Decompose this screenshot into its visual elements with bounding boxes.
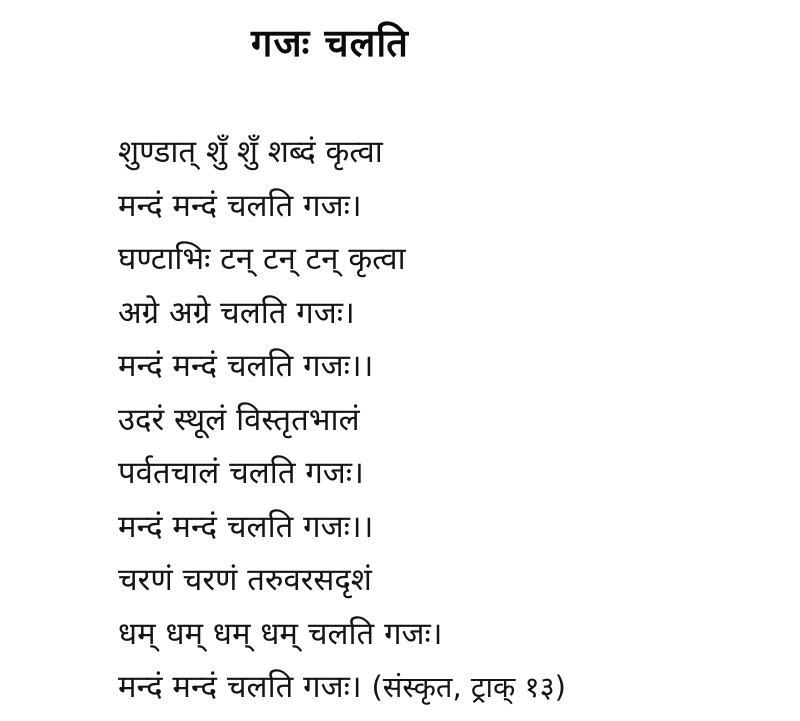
source-note: (संस्कृत, ट्राक् १३) (371, 670, 566, 704)
poem-line: पर्वतचालं चलति गजः। (118, 455, 364, 491)
poem-line: धम् धम् धम् धम् चलति गजः। (118, 615, 443, 652)
poem-lines (118, 126, 778, 715)
poem-line: अग्रे अग्रे चलति गजः। (118, 294, 355, 331)
poem-line: घण्टाभिः टन् टन् टन् कृत्वा (118, 241, 406, 277)
poem-line: मन्दं मन्दं चलति गजः।। (118, 508, 374, 545)
poem-title: गजः चलति (251, 21, 409, 65)
poem-line: चरणं चरणं तरुवरसदृशं (118, 562, 372, 598)
poem-line: मन्दं मन्दं चलति गजः।। (118, 348, 374, 384)
poem-line: मन्दं मन्दं चलति गजः। (118, 187, 362, 224)
poem-line-text: मन्दं मन्दं चलति गजः। (118, 669, 362, 705)
poem-line: शुण्डात् शुँ शुँ शब्दं कृत्वा (118, 134, 383, 170)
poem-last-line (118, 661, 778, 715)
poem-line: उदरं स्थूलं विस्तृतभालं (118, 401, 360, 438)
